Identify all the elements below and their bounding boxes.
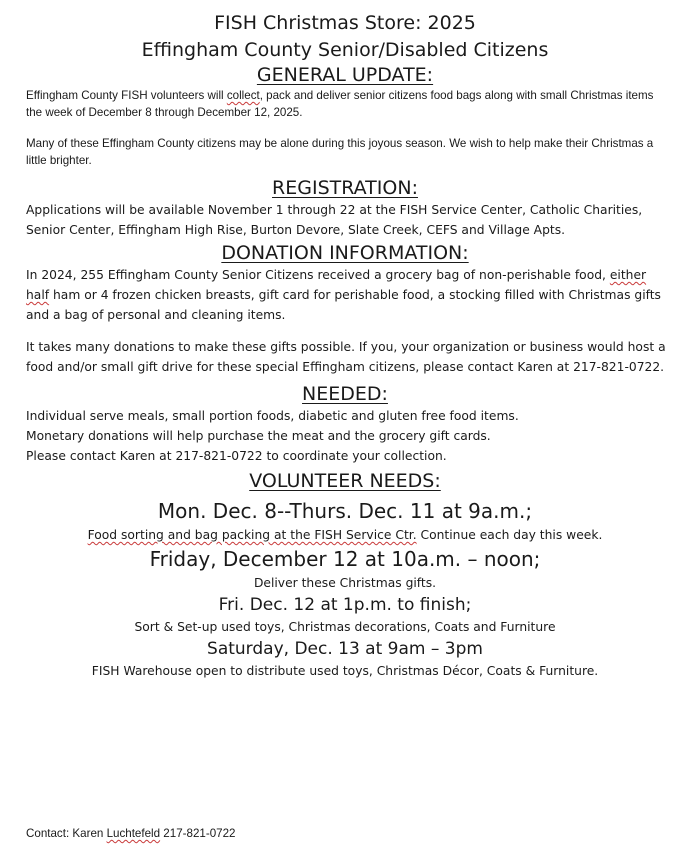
donation-paragraph-1: In 2024, 255 Effingham County Senior Citizens received a grocery bag of non-perishable food, either half ham or 4 frozen chicken breasts, gift card for perishable food, a stocking filled with Christmas gifts and a bag of personal and cleaning items.: [26, 268, 661, 322]
volunteer-slot-2-title: Friday, December 12 at 10a.m. – noon;: [149, 547, 541, 571]
needed-line-2: Monetary donations will help purchase the meat and the grocery gift cards.: [26, 429, 491, 443]
volunteer-slot-1-title: Mon. Dec. 8--Thurs. Dec. 11 at 9a.m.;: [157, 499, 533, 523]
registration-paragraph: Applications will be available November 1 through 22 at the FISH Service Center, Catholic Charities, Senior Center, Effingham High Rise, Burton Devore, Slate Creek, CEFS and Village Apts.: [26, 203, 643, 237]
spellcheck-word: collect: [226, 89, 260, 102]
volunteer-slot-4-title: Saturday, Dec. 13 at 9am – 3pm: [207, 639, 483, 659]
title-line-2: Effingham County Senior/Disabled Citizens: [141, 39, 549, 61]
spellcheck-word: either half: [26, 268, 647, 302]
volunteer-slot-2-desc: Deliver these Christmas gifts.: [253, 576, 437, 590]
volunteer-slot-1-desc: Food sorting and bag packing at the FISH Service Ctr. Continue each day this week.: [87, 528, 603, 542]
needed-line-3: Please contact Karen at 217-821-0722 to coordinate your collection.: [26, 449, 447, 463]
volunteer-slot-4-desc: FISH Warehouse open to distribute used toys, Christmas Décor, Coats & Furniture.: [91, 664, 599, 678]
contact-line: Contact: Karen Luchtefeld 217-821-0722: [26, 827, 236, 840]
donation-heading: DONATION INFORMATION:: [221, 242, 469, 264]
volunteer-slot-3-desc: Sort & Set-up used toys, Christmas decorations, Coats and Furniture: [134, 620, 556, 634]
needed-heading: NEEDED:: [302, 383, 388, 405]
volunteer-slot-3-title: Fri. Dec. 12 at 1p.m. to finish;: [218, 595, 472, 615]
spellcheck-word: Luchtefeld: [106, 827, 161, 840]
donation-paragraph-2: It takes many donations to make these gifts possible. If you, your organization or business would host a food and/or small gift drive for these special Effingham citizens, please contact Karen at 217-821-0722.: [26, 340, 666, 374]
needed-line-1: Individual serve meals, small portion foods, diabetic and gluten free food items.: [26, 409, 519, 423]
registration-heading: REGISTRATION:: [272, 177, 418, 199]
title-line-1: FISH Christmas Store: 2025: [214, 12, 476, 34]
general-update-heading: GENERAL UPDATE:: [256, 64, 434, 86]
general-update-paragraph-2: Many of these Effingham County citizens may be alone during this joyous season. We wish to help make their Christmas a little brighter.: [26, 137, 654, 167]
volunteer-heading: VOLUNTEER NEEDS:: [249, 470, 441, 492]
general-update-paragraph-1: Effingham County FISH volunteers will collect, pack and deliver senior citizens food bags along with small Christmas items the week of December 8 through December 12, 2025.: [26, 89, 654, 119]
